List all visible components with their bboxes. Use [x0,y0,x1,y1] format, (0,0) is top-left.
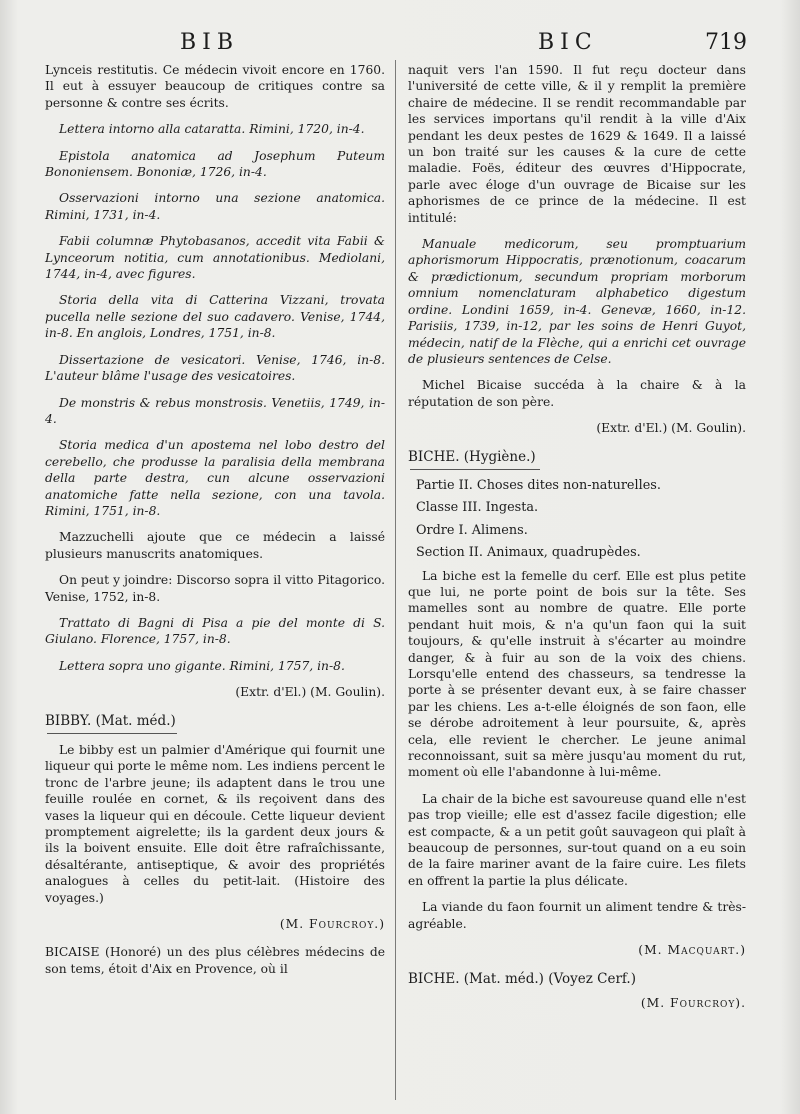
signature: (Extr. d'El.) (M. Goulin). [235,685,385,700]
bibliography-entry: Manuale medicorum, seu promptuarium aphorismorum Hippocratis, prænotionum, coacarum & prædictionum, secundum propriam morborum omnium nomenclaturam alphabetico digestum ordine. Londini 1659, in-4. Genevæ, 1660, in-12. Parisiis, 1739, in-12, par les soins de Henri Guyot, médecin, natif de la Flèche, qui a enrichi cet ouvrage de plusieurs sentences de Celse. [408,237,746,366]
page-number: 719 [705,30,747,55]
classification-line: Partie II. Choses dites non-naturelles. [416,477,661,493]
bibliography-entry: Dissertazione de vesicatori. Venise, 1746, in-8. L'auteur blâme l'usage des vesicatoires. [45,352,385,384]
heading-rule [47,733,177,734]
heading-rule [410,469,540,470]
bibliography-entry: Osservazioni intorno una sezione anatomica. Rimini, 1731, in-4. [45,191,385,222]
signature: (M. Fourcroy.) [279,917,385,932]
paragraph: Mazzuchelli ajoute que ce médecin a laissé plusieurs manuscrits anatomiques. [45,530,385,561]
bibliography-entry: De monstris & rebus monstrosis. Venetiis, 1749, in-4. [45,395,385,426]
paragraph: On peut y joindre: Discorso sopra il vitto Pitagorico. Venise, 1752, in-8. [45,573,385,604]
header-left-word: BIB [180,30,240,55]
paragraph: La biche est la femelle du cerf. Elle est plus petite que lui, ne porte point de bois sur la tête. Ses mamelles sont au nombre de quatre. Elle porte pendant huit mois, & n'a qu'un faon qui la suit toujours, & qu'elle instruit à s'écarter au moindre danger, & à fuir au son de la voix des chiens. Lorsqu'elle entend des chasseurs, sa tendresse la porte à se présenter devant eux, à se faire chasser par les chiens. Les a-t-elle éloignés de son faon, elle se dérobe adroitement à leur poursuite, &, après cela, elle revient le chercher. Le jeune animal reconnoissant, suit sa mère jusqu'au moment du rut, moment où elle l'abandonne à lui-même. [408,568,746,780]
header-right-word: BIC [538,30,598,55]
right-column [408,62,746,1023]
signature: (Extr. d'El.) (M. Goulin). [596,421,746,436]
bibliography-entry: Epistola anatomica ad Josephum Puteum Bononiensem. Bononiæ, 1726, in-4. [45,148,385,180]
paragraph: naquit vers l'an 1590. Il fut reçu docteur dans l'université de cette ville, & il y remplit la première chaire de médecine. Il se rendit recommandable par les services importans qu'il rendit à la ville d'Aix pendant les deux pestes de 1629 & 1649. Il a laissé un bon traité sur les causes & la cure de cette maladie. Foës, éditeur des œuvres d'Hippocrate, parle avec éloge d'un ouvrage de Bicaise sur les aphorismes de ce prince de la médecine. Il est intitulé: [408,63,746,225]
paragraph: Michel Bicaise succéda à la chaire & à la réputation de son père. [408,378,746,409]
classification-line: Section II. Animaux, quadrupèdes. [416,545,641,561]
column-divider [395,60,396,1100]
bibliography-entry: Trattato di Bagni di Pisa a pie del monte di S. Giulano. Florence, 1757, in-8. [45,615,385,647]
entry-heading-bicaise: BICAISE (Honoré) un des plus célèbres médecins de son tems, étoit d'Aix en Provence, où il [45,945,385,976]
classification-line: Classe III. Ingesta. [416,500,539,516]
bibliography-entry: Lettera intorno alla cataratta. Rimini, 1720, in-4. [59,122,365,137]
entry-heading-biche: BICHE. (Hygiène.) [408,448,536,465]
paragraph: Lynceis restitutis. Ce médecin vivoit encore en 1760. Il eut à essuyer beaucoup de critiques contre sa personne & contre ses écrits. [45,63,385,110]
running-header [0,30,800,60]
paragraph: La chair de la biche est savoureuse quand elle n'est pas trop vieille; elle est d'assez facile digestion; elle est compacte, & a un petit goût sauvageon qui plaît à beaucoup de personnes, sur-tout quand on a eu soin de la faire mariner avant de la faire cuire. Les filets en offrent la partie la plus délicate. [408,791,746,888]
bibliography-entry: Lettera sopra uno gigante. Rimini, 1757, in-8. [59,658,345,673]
bibliography-entry: Storia medica d'un apostema nel lobo destro del cerebello, che produsse la paralisia della membrana della parte destra, cun alcune osservazioni anatomiche fatte nella sezione, con una tavola. Rimini, 1751, in-8. [45,438,385,518]
bibliography-entry: Fabii columnæ Phytobasanos, accedit vita Fabii & Lynceorum notitia, cum annotationibus. Mediolani, 1744, in-4, avec figures. [45,234,385,282]
paragraph: La viande du faon fournit un aliment tendre & très-agréable. [408,900,746,931]
bibliography-entry: Storia della vita di Catterina Vizzani, trovata pucella nelle sezione del suo cadavero. Venise, 1744, in-8. En anglois, Londres, 1751, in-8. [45,293,385,341]
classification-line: Ordre I. Alimens. [416,522,528,538]
left-column [45,62,385,987]
signature: (M. Macquart.) [638,943,746,958]
paragraph: Le bibby est un palmier d'Amérique qui fournit une liqueur qui porte le même nom. Les indiens percent le tronc de l'arbre jeune; ils adaptent dans le trou une feuille roulée en cornet, & ils reçoivent dans des vases la liqueur qui en découle. Cette liqueur devient promptement aigrelette; ils la gardent deux jours & ils la boivent ensuite. Elle doit être rafraîchissante, désaltérante, antiseptique, & avoir des propriétés analogues à celles du petit-lait. (Histoire des voyages.) [45,743,385,905]
entry-heading-biche-mat-med: BICHE. (Mat. méd.) (Voyez Cerf.) [408,970,636,987]
signature: (M. Fourcroy). [640,995,746,1010]
entry-heading-bibby: BIBBY. (Mat. méd.) [45,712,176,729]
